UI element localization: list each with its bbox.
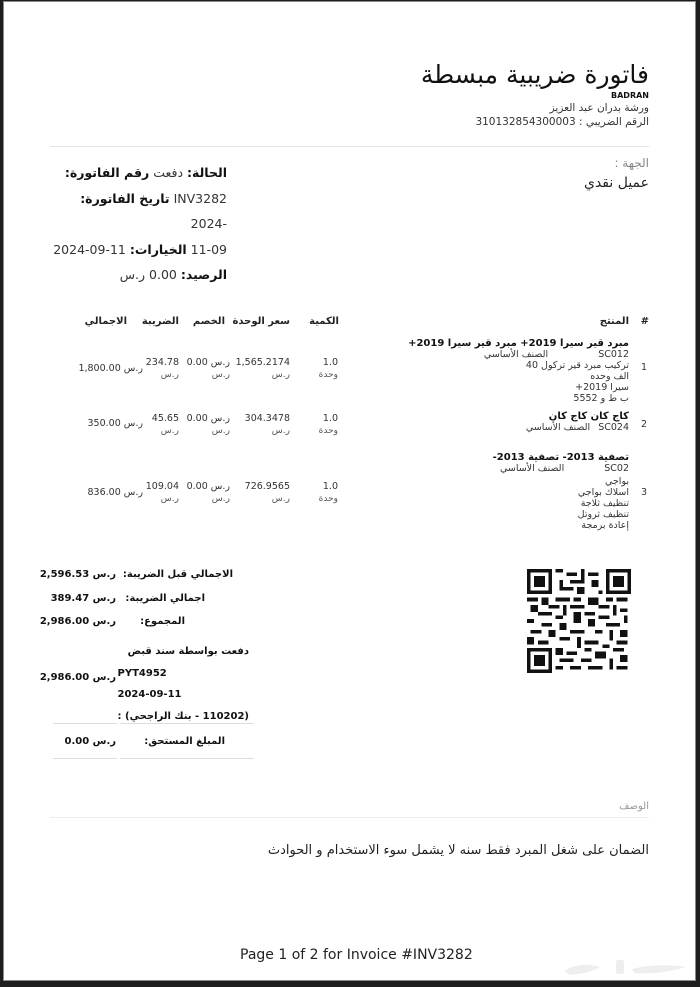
discount-value: 0.00 <box>186 413 208 424</box>
total-cell <box>78 363 143 375</box>
discount-cell <box>187 481 230 505</box>
invoice-page <box>3 1 696 981</box>
currency-label: ر.س <box>160 370 179 380</box>
col-header-tax: الضريبة <box>141 316 179 327</box>
description-label: الوصف <box>619 801 649 812</box>
invoice-title: فاتورة ضريبية مبسطة <box>420 60 649 89</box>
party-label: الجهة : <box>614 156 649 170</box>
description-line: اسلاك بواجي <box>577 487 629 498</box>
currency-label: ر.س <box>210 357 230 368</box>
description-line: ب ط و 5552 <box>573 393 629 404</box>
total-value: 836.00 <box>87 487 121 498</box>
currency-label: ر.س <box>123 363 143 374</box>
payment-date: 2024-09-11 <box>117 689 182 700</box>
description-line: بواجي <box>605 476 629 487</box>
status-label: الحالة: <box>187 165 227 180</box>
tax-value: 234.78 <box>145 357 179 368</box>
product-cell <box>369 411 629 433</box>
quantity-value: 1.0 <box>322 481 338 492</box>
product-code: SC024 <box>598 422 629 433</box>
product-description <box>369 476 629 531</box>
total-cell <box>88 487 144 499</box>
quantity-value: 1.0 <box>322 357 338 368</box>
unit-price-cell <box>236 357 290 381</box>
grand-total-label: المجموع: <box>140 616 185 627</box>
currency-label: ر.س <box>271 494 290 504</box>
product-cell <box>369 338 629 404</box>
col-header-discount: الخصم <box>192 316 225 327</box>
col-header-total: الاجمالي <box>84 316 127 327</box>
unit-label: وحدة <box>318 494 338 504</box>
tax-total-label: اجمالي الضريبة: <box>125 593 205 604</box>
currency-label: ر.س <box>123 487 143 498</box>
tax-cell <box>146 481 179 505</box>
product-name: كاج كان كاج كان <box>548 411 629 422</box>
invoice-number-value: INV3282 <box>173 190 227 206</box>
grand-total-value: 2,986.00 ر.س <box>39 616 116 627</box>
party-name: عميل نقدي <box>583 175 649 191</box>
col-header-unit-price: سعر الوحدة <box>232 316 290 327</box>
total-value: 350.00 <box>87 418 121 429</box>
product-cell <box>369 452 629 531</box>
invoice-date-part2: 11-09 <box>190 241 227 257</box>
product-code-row <box>369 463 629 474</box>
meta-line-balance <box>52 262 227 288</box>
watermark-logo-icon <box>560 957 690 979</box>
qr-code-icon <box>527 569 631 673</box>
unit-label: وحدة <box>318 370 338 380</box>
payment-account: (110202 - بنك الراجحي) : <box>117 710 249 722</box>
tax-cell <box>152 413 179 437</box>
currency-label: ر.س <box>160 494 179 504</box>
description-divider <box>50 817 649 818</box>
description-line: تنظيف ثروتل <box>577 509 629 520</box>
total-cell <box>88 418 144 430</box>
description-line: إعادة برمجة <box>581 520 629 531</box>
currency-label: ر.س <box>210 413 230 424</box>
unit-label: وحدة <box>318 426 338 436</box>
meta-line-number <box>52 186 227 237</box>
product-category: الصنف الأساسي <box>499 463 565 474</box>
product-code-row <box>369 422 629 433</box>
currency-label: ر.س <box>211 426 230 436</box>
options-value: 11-09-2024 <box>53 241 126 257</box>
tax-value: 109.04 <box>145 481 179 492</box>
tax-value: 45.65 <box>151 413 179 424</box>
unit-price-cell <box>245 481 290 505</box>
row-index: 1 <box>640 362 647 373</box>
page-footer: Page 1 of 2 for Invoice #INV3282 <box>240 947 473 963</box>
quantity-cell <box>319 481 338 505</box>
currency-label: ر.س <box>210 481 230 492</box>
invoice-number-label: رقم الفاتورة: <box>64 165 150 180</box>
status-value: دفعت <box>153 165 184 180</box>
invoice-date-label: تاريخ الفاتورة: <box>80 190 170 206</box>
col-header-index: # <box>640 316 649 327</box>
balance-label: الرصيد: <box>180 267 227 282</box>
tax-number-value: 310132854300003 <box>475 116 576 128</box>
unit-price-value: 304.3478 <box>244 413 290 424</box>
discount-value: 0.00 <box>186 357 208 368</box>
unit-price-value: 726.9565 <box>244 481 290 492</box>
product-description <box>509 360 629 404</box>
totals-divider <box>120 758 254 759</box>
subtotal-label: الاجمالي قبل الضريبة: <box>122 569 233 580</box>
discount-value: 0.00 <box>186 481 208 492</box>
balance-value: 0.00 ر.س <box>119 267 177 282</box>
payment-method: دفعت بواسطة سند قبض <box>127 646 249 657</box>
amount-due-value: 0.00 ر.س <box>64 736 116 747</box>
description-line: سيرا 2019+ <box>575 382 629 393</box>
product-code: SC012 <box>598 349 629 360</box>
product-name: مبرد قير سيرا 2019+ مبرد قير سيرا 2019+ <box>408 338 629 349</box>
company-name: ورشة بدران عبد العزيز <box>549 102 649 114</box>
payment-details <box>118 641 249 727</box>
unit-price-value: 1,565.2174 <box>235 357 290 368</box>
col-header-quantity: الكمية <box>309 316 339 327</box>
totals-divider <box>53 758 117 759</box>
tax-number-row <box>475 116 649 128</box>
payment-reference: PYT4952 <box>117 667 167 679</box>
quantity-cell <box>319 357 338 381</box>
currency-label: ر.س <box>271 426 290 436</box>
options-label: الخيارات: <box>129 241 187 257</box>
totals-divider <box>120 723 254 724</box>
total-value: 1,800.00 <box>78 363 121 374</box>
product-code: SC02 <box>604 463 629 474</box>
row-index: 2 <box>640 419 647 430</box>
tax-cell <box>146 357 179 381</box>
currency-label: ر.س <box>160 426 179 436</box>
currency-label: ر.س <box>271 370 290 380</box>
tax-total-value: 389.47 ر.س <box>50 593 116 604</box>
description-line: تركيب مبرد قير تركول 40 الف وحده <box>525 360 629 382</box>
product-category: الصنف الأساسي <box>483 349 549 360</box>
subtotal-value: 2,596.53 ر.س <box>39 569 116 580</box>
header-divider <box>50 146 649 147</box>
payment-value: 2,986.00 ر.س <box>39 672 116 683</box>
meta-line-options <box>52 237 227 263</box>
tax-number-label: الرقم الضريبي : <box>579 116 649 128</box>
currency-label: ر.س <box>211 370 230 380</box>
product-category: الصنف الأساسي <box>525 422 591 433</box>
unit-price-cell <box>245 413 290 437</box>
col-header-product: المنتج <box>599 316 629 327</box>
brand-name: BADRAN <box>611 91 649 100</box>
invoice-date-part1: -2024 <box>190 216 227 231</box>
meta-line-status <box>52 160 227 186</box>
totals-divider <box>53 723 117 724</box>
quantity-value: 1.0 <box>322 413 338 424</box>
currency-label: ر.س <box>211 494 230 504</box>
quantity-cell <box>319 413 338 437</box>
invoice-meta <box>52 160 227 288</box>
product-code-row <box>369 349 629 360</box>
product-name: تصفية 2013- تصفية 2013- <box>492 452 629 463</box>
amount-due-label: المبلغ المستحق: <box>144 736 225 747</box>
description-line: تنظيف ثلاجة <box>580 498 629 509</box>
currency-label: ر.س <box>123 418 143 429</box>
row-index: 3 <box>640 487 647 498</box>
discount-cell <box>187 357 230 381</box>
description-text: الضمان على شغل المبرد فقط سنه لا يشمل سوء الاستخدام و الحوادث <box>267 843 649 858</box>
discount-cell <box>187 413 230 437</box>
